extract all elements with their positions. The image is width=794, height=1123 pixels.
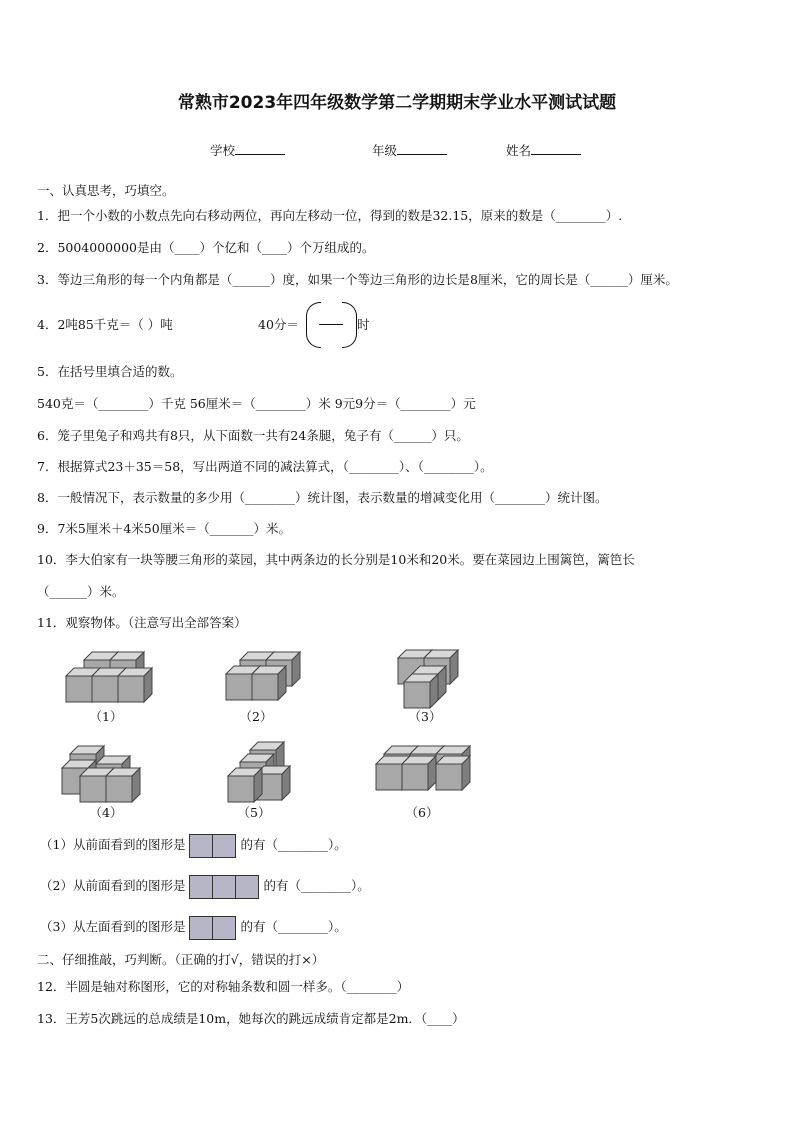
school-field [210,142,285,159]
two-square-view-left [189,916,236,940]
figure-caption-5: （5） [237,805,271,820]
question-1: 1．把一个小数的小数点先向右移动两位，再向左移动一位，得到的数是32.15，原来的数是（________）. [37,208,623,223]
question-8: 8．一般情况下，表示数量的多少用（________）统计图，表示数量的增减变化用（________）统计图。 [37,490,608,505]
cube-figure-2 [226,652,300,700]
question-5-line: 540克＝（________）千克 56厘米＝（________）米 9元9分＝（________）元 [37,396,476,411]
subquestion-3-prefix: （3）从左面看到的图形是 [40,919,186,934]
figure-caption-4: （4） [89,805,123,820]
question-7: 7．根据算式23＋35＝58，写出两道不同的减法算式，（________）、（________）。 [37,459,493,474]
name-label: 姓名 [506,143,532,158]
question-11: 11．观察物体。（注意写出全部答案） [37,615,247,630]
subquestion-1 [40,833,347,858]
question-9: 9．7米5厘米＋4米50厘米＝（_______）米。 [37,521,291,536]
cube-figure-3 [398,650,458,708]
figure-caption-2: （2） [239,709,273,724]
subquestion-1-prefix: （1）从前面看到的图形是 [40,837,186,852]
cube-figure-5 [228,742,290,802]
figure-caption-6: （6） [405,805,439,820]
question-12: 12．半圆是轴对称图形，它的对称轴条数和圆一样多。（________） [37,979,410,994]
grade-field [372,142,447,159]
subquestion-2 [40,874,370,899]
question-10-line2: （______）米。 [37,584,125,599]
question-4-part-c: 时 [357,317,370,332]
section1-heading: 一、认真思考，巧填空。 [37,183,175,198]
subquestion-3 [40,915,347,940]
question-10-line1: 10．李大伯家有一块等腰三角形的菜园，其中两条边的长分别是10米和20米。要在菜园边上围篱笆，篱笆长 [37,552,635,567]
name-blank [531,142,581,155]
grade-label: 年级 [372,143,398,158]
question-5: 5．在括号里填合适的数。 [37,364,183,379]
figure-caption-1: （1） [89,709,123,724]
subquestion-3-suffix: 的有（________）。 [240,919,347,934]
question-4-part-a: 4．2吨85千克＝（ ）吨 [37,317,173,332]
name-field [506,142,581,159]
three-square-view [189,875,259,899]
fraction-blank [306,302,358,348]
grade-blank [397,142,447,155]
school-label: 学校 [210,143,236,158]
fraction-bar [319,324,343,325]
page-title: 常熟市2023年四年级数学第二学期期末学业水平测试试题 [177,93,617,113]
subquestion-1-suffix: 的有（________）。 [240,837,347,852]
cube-figure-6 [376,746,470,790]
figure-caption-3: （3） [408,709,442,724]
two-square-view [189,834,236,858]
question-3: 3．等边三角形的每一个内角都是（______）度，如果一个等边三角形的边长是8厘米，它的周长是（______）厘米。 [37,272,678,287]
left-parenthesis [306,302,321,348]
cube-figure-1 [66,652,152,702]
right-parenthesis [342,302,357,348]
subquestion-2-suffix: 的有（________）。 [263,878,370,893]
question-6: 6．笼子里兔子和鸡共有8只，从下面数一共有24条腿，兔子有（______）只。 [37,428,469,443]
cube-figure-4 [62,746,140,802]
section2-heading: 二、仔细推敲，巧判断。（正确的打√，错误的打×） [37,952,325,967]
question-13: 13．王芳5次跳远的总成绩是10m，她每次的跳远成绩肯定都是2m．（____） [37,1011,465,1026]
question-4-part-b: 40分＝ [258,317,299,332]
question-2: 2．5004000000是由（____）个亿和（____）个万组成的。 [37,240,375,255]
subquestion-2-prefix: （2）从前面看到的图形是 [40,878,186,893]
school-blank [235,142,285,155]
cube-figures [0,640,794,830]
